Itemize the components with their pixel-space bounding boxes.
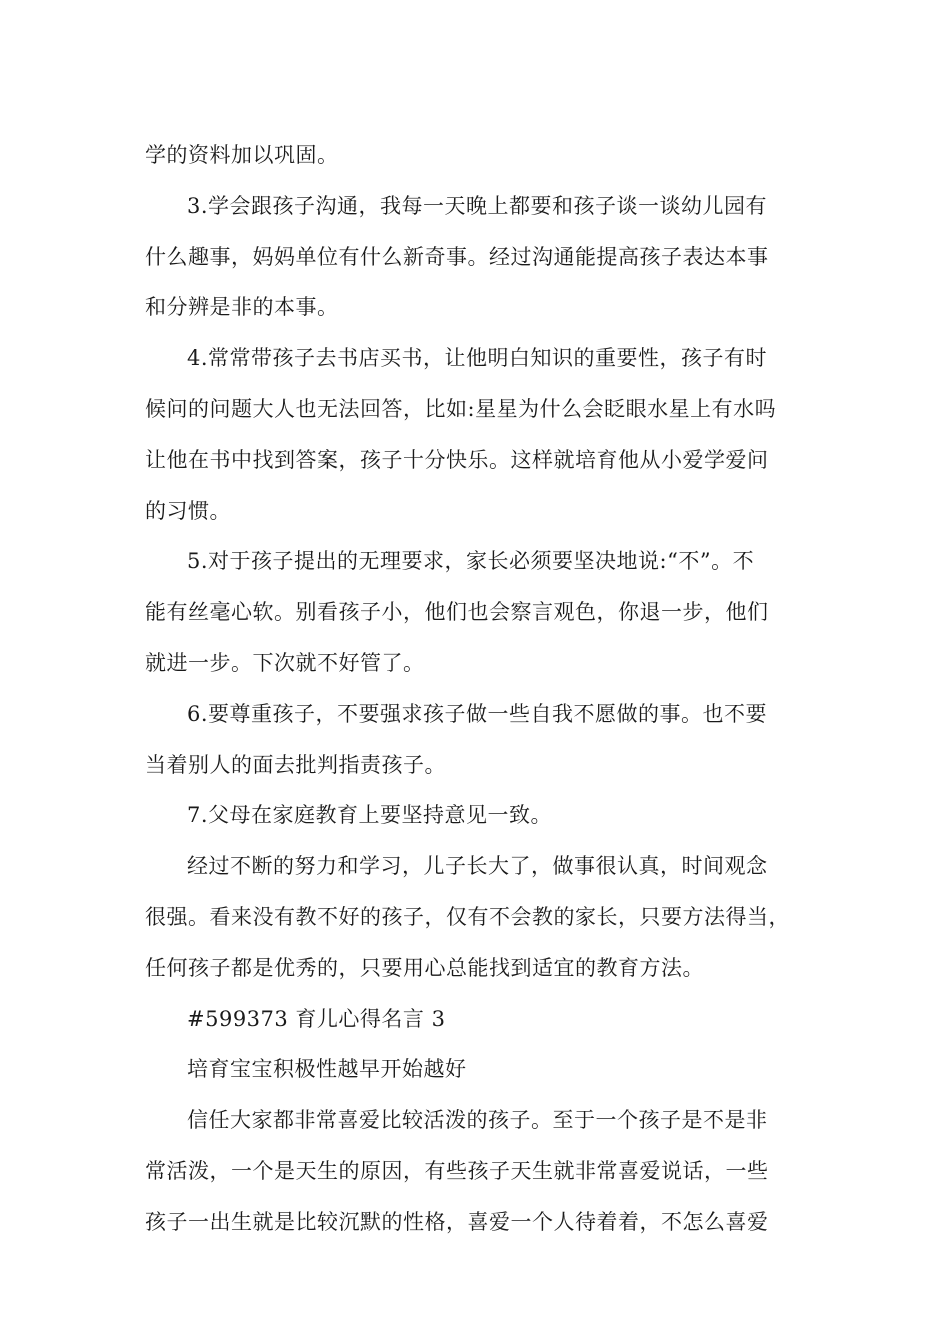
text-line: 6.要尊重孩子，不要强求孩子做一些自我不愿做的事。也不要 (187, 701, 768, 726)
text-line: 任何孩子都是优秀的，只要用心总能找到适宜的教育方法。 (145, 955, 704, 980)
text-line: 什么趣事，妈妈单位有什么新奇事。经过沟通能提高孩子表达本事 (145, 244, 769, 269)
section-heading: #599373 育儿心得名言 3 (187, 1006, 446, 1031)
text-line: 让他在书中找到答案，孩子十分快乐。这样就培育他从小爱学爱问 (145, 447, 769, 472)
text-line: 能有丝毫心软。别看孩子小，他们也会察言观色，你退一步，他们 (145, 600, 769, 625)
text-line: 的习惯。 (145, 498, 231, 523)
text-line: 很强。看来没有教不好的孩子，仅有不会教的家长，只要方法得当， (145, 904, 790, 929)
text-line: 信任大家都非常喜爱比较活泼的孩子。至于一个孩子是不是非 (187, 1108, 768, 1133)
text-line: 4.常常带孩子去书店买书，让他明白知识的重要性，孩子有时 (187, 346, 768, 371)
text-line: 和分辨是非的本事。 (145, 295, 339, 320)
section-subtitle: 培育宝宝积极性越早开始越好 (187, 1057, 467, 1082)
text-line: 候问的问题大人也无法回答，比如:星星为什么会眨眼水星上有水吗 (145, 396, 777, 421)
text-line: 经过不断的努力和学习，儿子长大了，做事很认真，时间观念 (187, 854, 768, 879)
text-line: 3.学会跟孩子沟通，我每一天晚上都要和孩子谈一谈幼儿园有 (187, 193, 768, 218)
text-line: 5.对于孩子提出的无理要求，家长必须要坚决地说:“不”。不 (187, 549, 755, 574)
document-body (145, 130, 825, 1248)
text-line: 7.父母在家庭教育上要坚持意见一致。 (187, 803, 553, 828)
text-line: 常活泼，一个是天生的原因，有些孩子天生就非常喜爱说话，一些 (145, 1158, 769, 1183)
text-line: 就进一步。下次就不好管了。 (145, 650, 425, 675)
text-line: 当着别人的面去批判指责孩子。 (145, 752, 446, 777)
text-line: 学的资料加以巩固。 (145, 143, 339, 167)
text-line: 孩子一出生就是比较沉默的性格，喜爱一个人待着着，不怎么喜爱 (145, 1209, 769, 1234)
